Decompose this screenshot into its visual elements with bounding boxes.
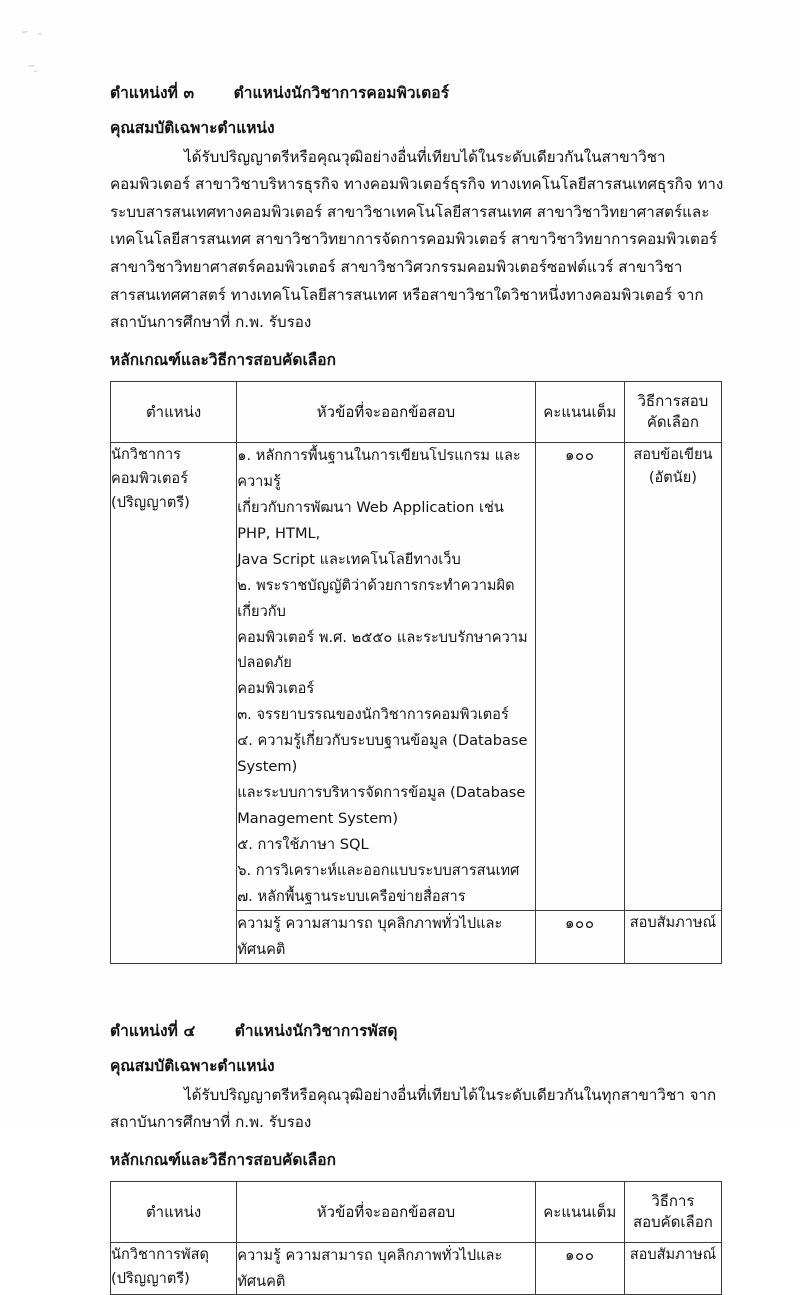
position-4-title: ตำแหน่งนักวิชาการพัสดุ	[234, 1022, 398, 1041]
table-row	[111, 1242, 722, 1295]
document-content	[110, 0, 740, 1295]
position-4-heading	[110, 1020, 740, 1043]
topic-line: คอมพิวเตอร์	[237, 680, 315, 698]
table-header-row	[111, 1182, 722, 1242]
method-line2: (อัตนัย)	[648, 469, 697, 487]
method-line1: สอบสัมภาษณ์	[629, 914, 717, 932]
section-position-3	[110, 82, 740, 964]
topic-line: ๔. ความรู้เกี่ยวกับระบบฐานข้อมูล (Database System)	[237, 732, 528, 776]
position-4-label: ตำแหน่งที่ ๔	[110, 1022, 196, 1041]
scan-artifact-speck	[38, 33, 42, 36]
position-3-criteria-heading: หลักเกณฑ์และวิธีการสอบคัดเลือก	[110, 351, 336, 370]
cell-exam-topics	[237, 442, 535, 910]
header-method-line1: วิธีการสอบ	[637, 392, 709, 411]
exam-criteria-table-position-3	[110, 381, 722, 964]
topic-line: ๕. การใช้ภาษา SQL	[237, 836, 369, 854]
topic-line: คอมพิวเตอร์ พ.ศ. ๒๕๕๐ และระบบรักษาความปลอดภัย	[237, 628, 528, 672]
header-topics: หัวข้อที่จะออกข้อสอบ	[237, 382, 535, 442]
position-3-label: ตำแหน่งที่ ๓	[110, 84, 195, 102]
cell-method	[624, 442, 721, 910]
topic-line: เกี่ยวกับการพัฒนา Web Application เช่น PHP, HTML,	[237, 498, 504, 542]
header-method	[624, 1182, 721, 1242]
section-position-4	[110, 1020, 740, 1295]
position-3-qualification-heading: คุณสมบัติเฉพาะตำแหน่ง	[110, 119, 275, 138]
header-method-line2: สอบคัดเลือก	[632, 1212, 713, 1231]
position-4-qualification-heading: คุณสมบัติเฉพาะตำแหน่ง	[110, 1057, 275, 1076]
position-name-line2: (ปริญญาตรี)	[111, 494, 190, 512]
table-row	[111, 442, 722, 910]
position-name-line1: นักวิชาการพัสดุ	[111, 1245, 209, 1263]
position-3-title: ตำแหน่งนักวิชาการคอมพิวเตอร์	[233, 84, 450, 102]
scan-artifact-speck	[22, 30, 28, 33]
header-method	[624, 382, 721, 442]
cell-position-name	[111, 442, 237, 963]
method-line1: สอบสัมภาษณ์	[629, 1245, 717, 1263]
cell-exam-topics	[237, 911, 535, 964]
topic-line: Management System)	[237, 810, 399, 828]
method-line1: สอบข้อเขียน	[633, 445, 713, 463]
topic-line: และระบบการบริหารจัดการข้อมูล (Database	[237, 784, 526, 802]
header-topics: หัวข้อที่จะออกข้อสอบ	[237, 1182, 535, 1242]
exam-criteria-table-position-4	[110, 1181, 722, 1295]
position-3-qualification-text	[110, 144, 740, 338]
header-score: คะแนนเต็ม	[535, 1182, 624, 1242]
scan-artifact-speck	[28, 65, 35, 68]
position-4-qualification-text	[110, 1082, 740, 1137]
position-name-line2: (ปริญญาตรี)	[111, 1269, 190, 1287]
topic-line: ๗. หลักพื้นฐานระบบเครือข่ายสื่อสาร	[237, 888, 466, 906]
cell-score: ๑๐๐	[535, 911, 624, 964]
topic-line: ความรู้ ความสามารถ บุคลิกภาพทั่วไปและทัศนคติ	[237, 1246, 503, 1290]
section-spacer	[110, 964, 740, 1020]
position-4-criteria-heading: หลักเกณฑ์และวิธีการสอบคัดเลือก	[110, 1150, 336, 1169]
header-position: ตำแหน่ง	[111, 1182, 237, 1242]
cell-method	[624, 1242, 721, 1295]
cell-position-name	[111, 1242, 237, 1295]
position-name-line1: นักวิชาการคอมพิวเตอร์	[111, 445, 189, 487]
header-method-line2: คัดเลือก	[646, 413, 699, 432]
qualification-body: ได้รับปริญญาตรีหรือคุณวุฒิอย่างอื่นที่เทียบได้ในระดับเดียวกันในสาขาวิชาคอมพิวเตอร์ สาขาวิชาบริหารธุรกิจ ทางคอมพิวเตอร์ธุรกิจ ทางเทคโนโลยีสารสนเทศธุรกิจ ทางระบบสารสนเทศทางคอมพิวเตอร์ สาขาวิชาเทคโนโลยีสารสนเทศ สาขาวิชาวิทยาศาสตร์และเทคโนโลยีสารสนเทศ สาขาวิชาวิทยาการจัดการคอมพิวเตอร์ สาขาวิชาวิทยาการคอมพิวเตอร์ สาขาวิชาวิทยาศาสตร์คอมพิวเตอร์ สาขาวิชาวิศวกรรมคอมพิวเตอร์ซอฟต์แวร์ สาขาวิชาสารสนเทศศาสตร์ ทางเทคโนโลยีสารสนเทศ หรือสาขาวิชาใดวิชาหนึ่งทางคอมพิวเตอร์ จากสถาบันการศึกษาที่ ก.พ. รับรอง	[110, 147, 724, 332]
cell-exam-topics	[237, 1242, 535, 1295]
cell-score: ๑๐๐	[535, 1242, 624, 1295]
topic-line: ๒. พระราชบัญญัติว่าด้วยการกระทำความผิดเกี่ยวกับ	[237, 576, 515, 620]
qualification-body: ได้รับปริญญาตรีหรือคุณวุฒิอย่างอื่นที่เทียบได้ในระดับเดียวกันในทุกสาขาวิชา จากสถาบันการศึกษาที่ ก.พ. รับรอง	[110, 1085, 717, 1132]
header-method-line1: วิธีการ	[651, 1192, 695, 1211]
header-score: คะแนนเต็ม	[535, 382, 624, 442]
topic-line: ๓. จรรยาบรรณของนักวิชาการคอมพิวเตอร์	[237, 706, 509, 724]
topic-line: ๖. การวิเคราะห์และออกแบบระบบสารสนเทศ	[237, 862, 520, 880]
scan-artifact-speck	[34, 70, 37, 72]
topic-line: ความรู้ ความสามารถ บุคลิกภาพทั่วไปและทัศนคติ	[237, 915, 503, 959]
position-3-heading	[110, 82, 740, 105]
header-position: ตำแหน่ง	[111, 382, 237, 442]
topic-line: Java Script และเทคโนโลยีทางเว็บ	[237, 550, 461, 568]
topic-line: ๑. หลักการพื้นฐานในการเขียนโปรแกรม และความรู้	[237, 446, 521, 490]
table-header-row	[111, 382, 722, 442]
cell-score: ๑๐๐	[535, 442, 624, 910]
cell-method	[624, 911, 721, 964]
